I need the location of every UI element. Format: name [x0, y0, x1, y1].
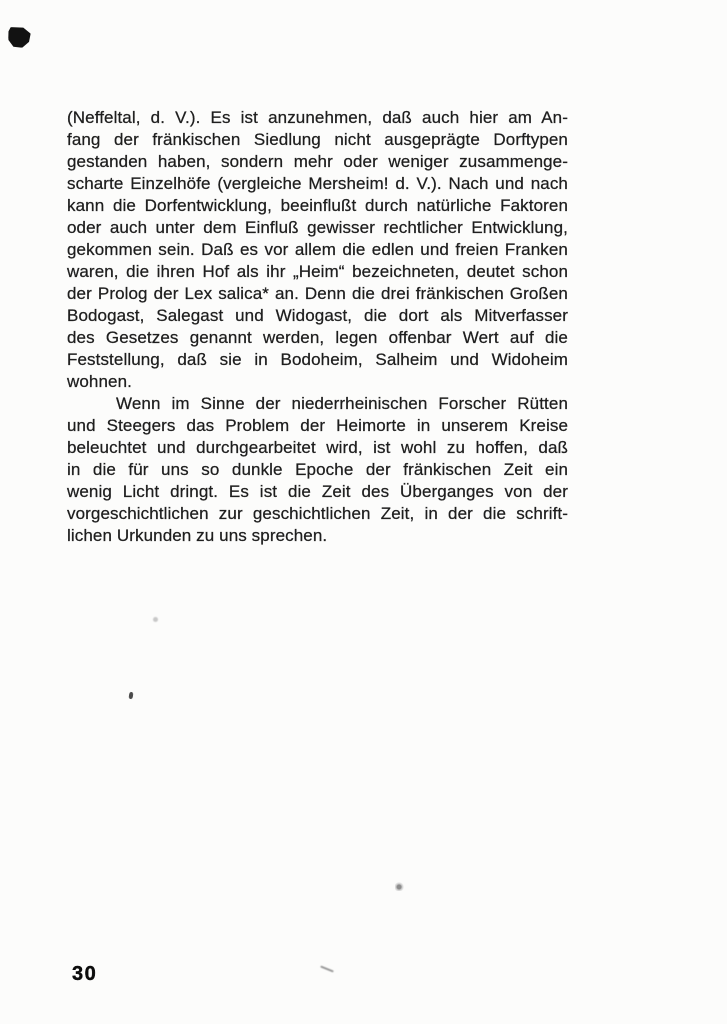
text-line: (Neffeltal, d. V.). Es ist anzunehmen, daß auch hier am An-: [67, 108, 568, 127]
text-line: der Prolog der Lex salica* an. Denn die drei fränkischen Großen: [67, 284, 568, 303]
text-line: scharte Einzelhöfe (vergleiche Mersheim! d. V.). Nach und nach: [67, 174, 568, 193]
text-line: kann die Dorfentwicklung, beeinflußt durch natürliche Faktoren: [67, 196, 568, 215]
ink-blot-mark: [7, 25, 33, 50]
text-line: vorgeschichtlichen zur geschichtlichen Zeit, in der die schrift-: [67, 504, 568, 523]
text-line: wohnen.: [67, 372, 132, 391]
text-line: gekommen sein. Daß es vor allem die edlen und freien Franken: [67, 240, 568, 259]
text-line: wenig Licht dringt. Es ist die Zeit des Überganges von der: [67, 482, 568, 501]
scan-speck: [153, 617, 158, 622]
page-number: 30: [72, 963, 98, 985]
paragraph: [67, 393, 568, 547]
scan-speck: [395, 882, 404, 891]
text-line: waren, die ihren Hof als ihr „Heim“ bezeichneten, deutet schon: [67, 262, 568, 281]
text-line: gestanden haben, sondern mehr oder weniger zusammenge-: [67, 152, 568, 171]
text-line: lichen Urkunden zu uns sprechen.: [67, 526, 328, 545]
text-line: Feststellung, daß sie in Bodoheim, Salheim und Widoheim: [67, 350, 568, 369]
paragraph: [67, 107, 568, 393]
text-line: Wenn im Sinne der niederrheinischen Forscher Rütten: [116, 394, 568, 413]
text-line: Bodogast, Salegast und Widogast, die dort als Mitverfasser: [67, 306, 568, 325]
text-line: beleuchtet und durchgearbeitet wird, ist wohl zu hoffen, daß: [67, 438, 568, 457]
text-line: oder auch unter dem Einfluß gewisser rechtlicher Entwicklung,: [67, 218, 568, 237]
text-line: fang der fränkischen Siedlung nicht ausgeprägte Dorftypen: [67, 130, 568, 149]
text-line: des Gesetzes genannt werden, legen offenbar Wert auf die: [67, 328, 568, 347]
scan-speck: [129, 692, 134, 699]
text-line: in die für uns so dunkle Epoche der fränkischen Zeit ein: [67, 460, 568, 479]
scan-speck: [320, 965, 334, 972]
text-line: und Steegers das Problem der Heimorte in unserem Kreise: [67, 416, 568, 435]
body-text: [67, 107, 568, 547]
